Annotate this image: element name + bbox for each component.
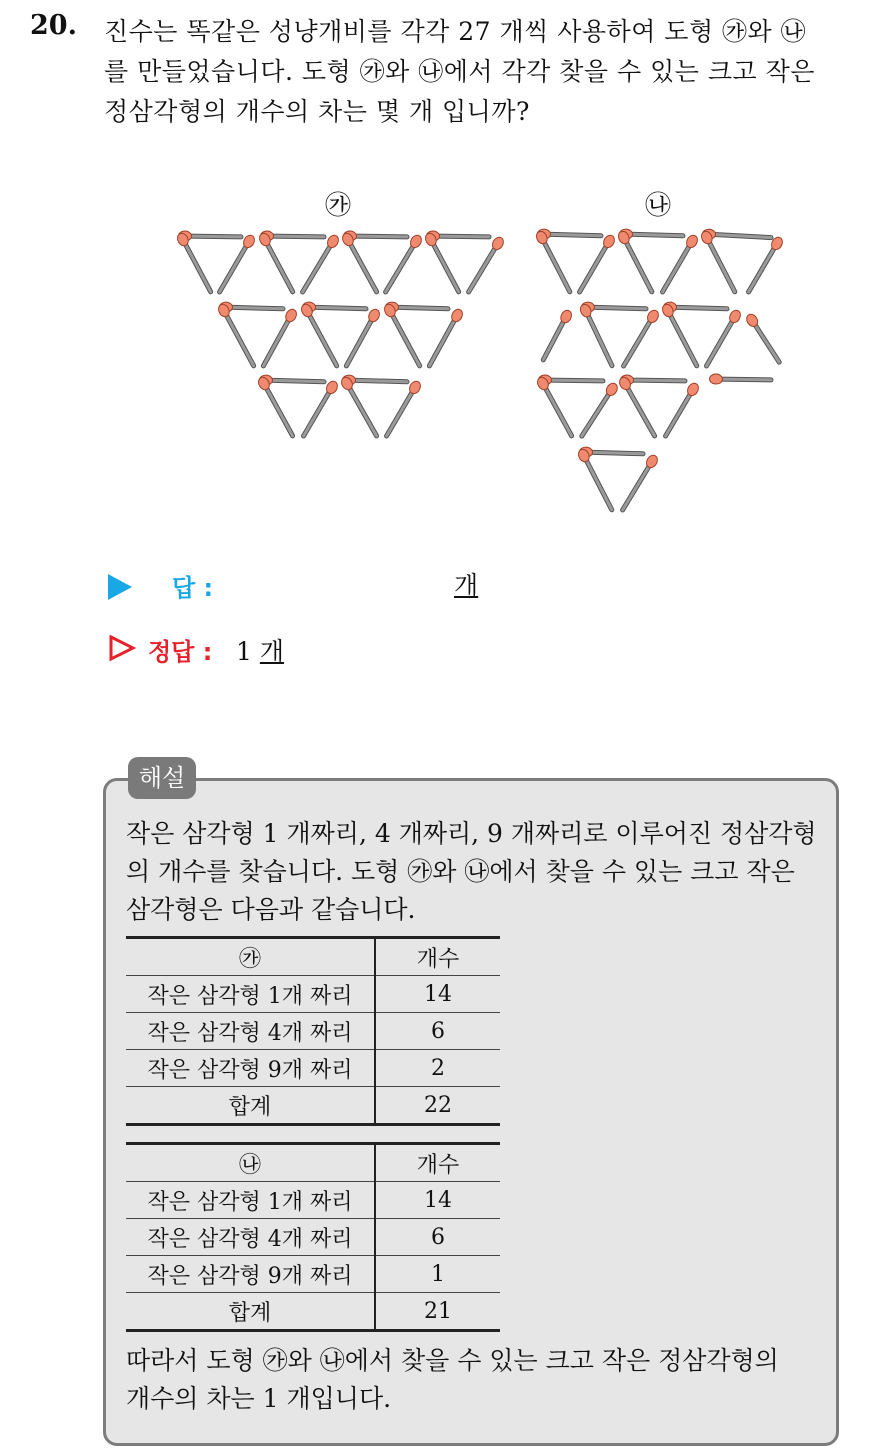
matchstick-body bbox=[630, 380, 685, 381]
matchstick-body bbox=[269, 380, 324, 382]
explanation-intro bbox=[126, 815, 836, 929]
table-figure-b bbox=[126, 1142, 500, 1332]
matchstick-body bbox=[266, 242, 292, 292]
explanation-line: 작은 삼각형 1 개짜리, 4 개짜리, 9 개짜리로 이루어진 정삼각형 bbox=[126, 819, 817, 848]
table-row-total bbox=[126, 1293, 500, 1331]
table-cell-kind: 작은 삼각형 1개 짜리 bbox=[126, 1182, 375, 1219]
table-cell-count: 14 bbox=[375, 1182, 500, 1219]
matchstick-body bbox=[706, 319, 733, 366]
table-header-figure: ㉮ bbox=[126, 938, 375, 976]
matchstick-body bbox=[270, 236, 324, 237]
matchstick-body bbox=[263, 318, 289, 366]
question-line: 진수는 똑같은 성냥개비를 각각 27 개씩 사용하여 도형 ㉮와 ㉯ bbox=[104, 17, 807, 46]
table-cell-kind: 작은 삼각형 4개 짜리 bbox=[126, 1219, 375, 1256]
table-row bbox=[126, 1182, 500, 1219]
table-cell-count: 22 bbox=[375, 1087, 500, 1125]
correct-answer-label: 정답 : bbox=[148, 638, 213, 666]
matchstick-body bbox=[312, 307, 366, 309]
table-cell-kind: 합계 bbox=[126, 1293, 375, 1331]
table-row bbox=[126, 1219, 500, 1256]
matchstick-body bbox=[349, 242, 376, 292]
table-header-figure: ㉯ bbox=[126, 1144, 375, 1182]
answer-unit: 개 bbox=[454, 571, 479, 600]
table-cell-kind: 작은 삼각형 1개 짜리 bbox=[126, 976, 375, 1013]
table-row bbox=[126, 1050, 500, 1087]
table-cell-kind: 작은 삼각형 9개 짜리 bbox=[126, 1050, 375, 1087]
matchstick-body bbox=[346, 318, 372, 366]
table-cell-count: 2 bbox=[375, 1050, 500, 1087]
matchstick-body bbox=[719, 379, 771, 380]
matchstick-body bbox=[303, 244, 332, 292]
matchstick-body bbox=[585, 458, 612, 510]
matchstick-body bbox=[436, 236, 489, 237]
table-cell-kind: 작은 삼각형 4개 짜리 bbox=[126, 1013, 375, 1050]
figure-b-sticks bbox=[534, 229, 784, 510]
question-text bbox=[104, 12, 864, 132]
table-header-count: 개수 bbox=[375, 938, 500, 976]
correct-answer-value bbox=[236, 632, 284, 668]
matchstick-body bbox=[220, 244, 248, 292]
matchstick-body bbox=[749, 246, 776, 292]
question-line: 정삼각형의 개수의 차는 몇 개 입니까? bbox=[104, 97, 530, 126]
play-icon bbox=[108, 574, 132, 600]
matchstick-body bbox=[188, 236, 241, 237]
matchstick-body bbox=[547, 234, 601, 236]
table-cell-count: 21 bbox=[375, 1293, 500, 1331]
table-header bbox=[126, 938, 500, 976]
matchstick-body bbox=[184, 242, 210, 292]
matchstick-body bbox=[663, 244, 691, 292]
question-number: 20. bbox=[30, 10, 77, 41]
matchstick-body bbox=[229, 307, 283, 309]
explanation-conclusion bbox=[126, 1342, 836, 1418]
matchstick-body bbox=[625, 240, 652, 292]
table-header bbox=[126, 1144, 500, 1182]
correct-answer-number: 1 bbox=[236, 637, 252, 666]
matchstick-body bbox=[432, 242, 458, 292]
matchstick-body bbox=[669, 313, 697, 366]
figure-a-label: ㉮ bbox=[324, 191, 352, 221]
explanation-line: 의 개수를 찾습니다. 도형 ㉮와 ㉯에서 찾을 수 있는 크고 작은 bbox=[126, 857, 795, 886]
matchstick-body bbox=[587, 313, 612, 365]
matchstick-body bbox=[548, 380, 603, 381]
matchstick-figures bbox=[160, 180, 800, 540]
matchstick-body bbox=[395, 307, 448, 309]
matchstick-body bbox=[666, 392, 692, 436]
matchstick-body bbox=[580, 244, 608, 292]
table-cell-count: 6 bbox=[375, 1013, 500, 1050]
table-cell-count: 14 bbox=[375, 976, 500, 1013]
table-cell-count: 6 bbox=[375, 1219, 500, 1256]
matchstick-body bbox=[265, 386, 292, 436]
matchstick-body bbox=[429, 318, 455, 366]
matchstick-body bbox=[626, 386, 654, 436]
table-row-total bbox=[126, 1087, 500, 1125]
figure-a-sticks bbox=[175, 231, 505, 436]
matchstick-body bbox=[225, 313, 253, 366]
matchstick-body bbox=[348, 386, 376, 436]
matchstick-body bbox=[469, 246, 497, 292]
matchstick-body bbox=[352, 380, 407, 382]
table-row bbox=[126, 1013, 500, 1050]
matchstick-body bbox=[353, 236, 407, 237]
matchstick-body bbox=[544, 386, 571, 436]
matchstick-body bbox=[624, 319, 652, 366]
table-header-count: 개수 bbox=[375, 1144, 500, 1182]
table-cell-kind: 작은 삼각형 9개 짜리 bbox=[126, 1256, 375, 1293]
matchstick-body bbox=[387, 390, 414, 436]
table-cell-count: 1 bbox=[375, 1256, 500, 1293]
table-figure-a bbox=[126, 936, 500, 1126]
matchstick-body bbox=[629, 234, 683, 236]
matchstick-body bbox=[591, 307, 646, 309]
matchstick-body bbox=[623, 464, 651, 510]
matchstick-body bbox=[543, 319, 564, 360]
matchstick-body bbox=[391, 313, 419, 366]
answer-label: 답 : bbox=[172, 574, 214, 602]
matchstick-body bbox=[543, 240, 570, 292]
table-row bbox=[126, 976, 500, 1013]
matchstick-body bbox=[708, 240, 735, 292]
correct-answer-unit: 개 bbox=[259, 637, 285, 666]
matchstick-body bbox=[582, 392, 610, 436]
matchstick-body bbox=[754, 323, 779, 362]
table-cell-kind: 합계 bbox=[126, 1087, 375, 1125]
explanation-tag: 해설 bbox=[128, 757, 196, 799]
matchstick-body bbox=[673, 307, 727, 309]
explanation-line: 삼각형은 다음과 같습니다. bbox=[126, 895, 416, 924]
play-outline-icon bbox=[108, 634, 136, 662]
question-line: 를 만들었습니다. 도형 ㉮와 ㉯에서 각각 찾을 수 있는 크고 작은 bbox=[104, 57, 815, 86]
matchstick-body bbox=[386, 244, 415, 292]
matchstick-head bbox=[709, 374, 722, 384]
matchstick-body bbox=[589, 452, 643, 454]
figure-b-label: ㉯ bbox=[644, 191, 672, 221]
matchstick-body bbox=[308, 313, 336, 366]
table-row bbox=[126, 1256, 500, 1293]
explanation-line: 따라서 도형 ㉮와 ㉯에서 찾을 수 있는 크고 작은 정삼각형의 bbox=[126, 1346, 779, 1375]
explanation-line: 개수의 차는 1 개입니다. bbox=[126, 1384, 392, 1413]
matchstick-body bbox=[304, 390, 331, 436]
